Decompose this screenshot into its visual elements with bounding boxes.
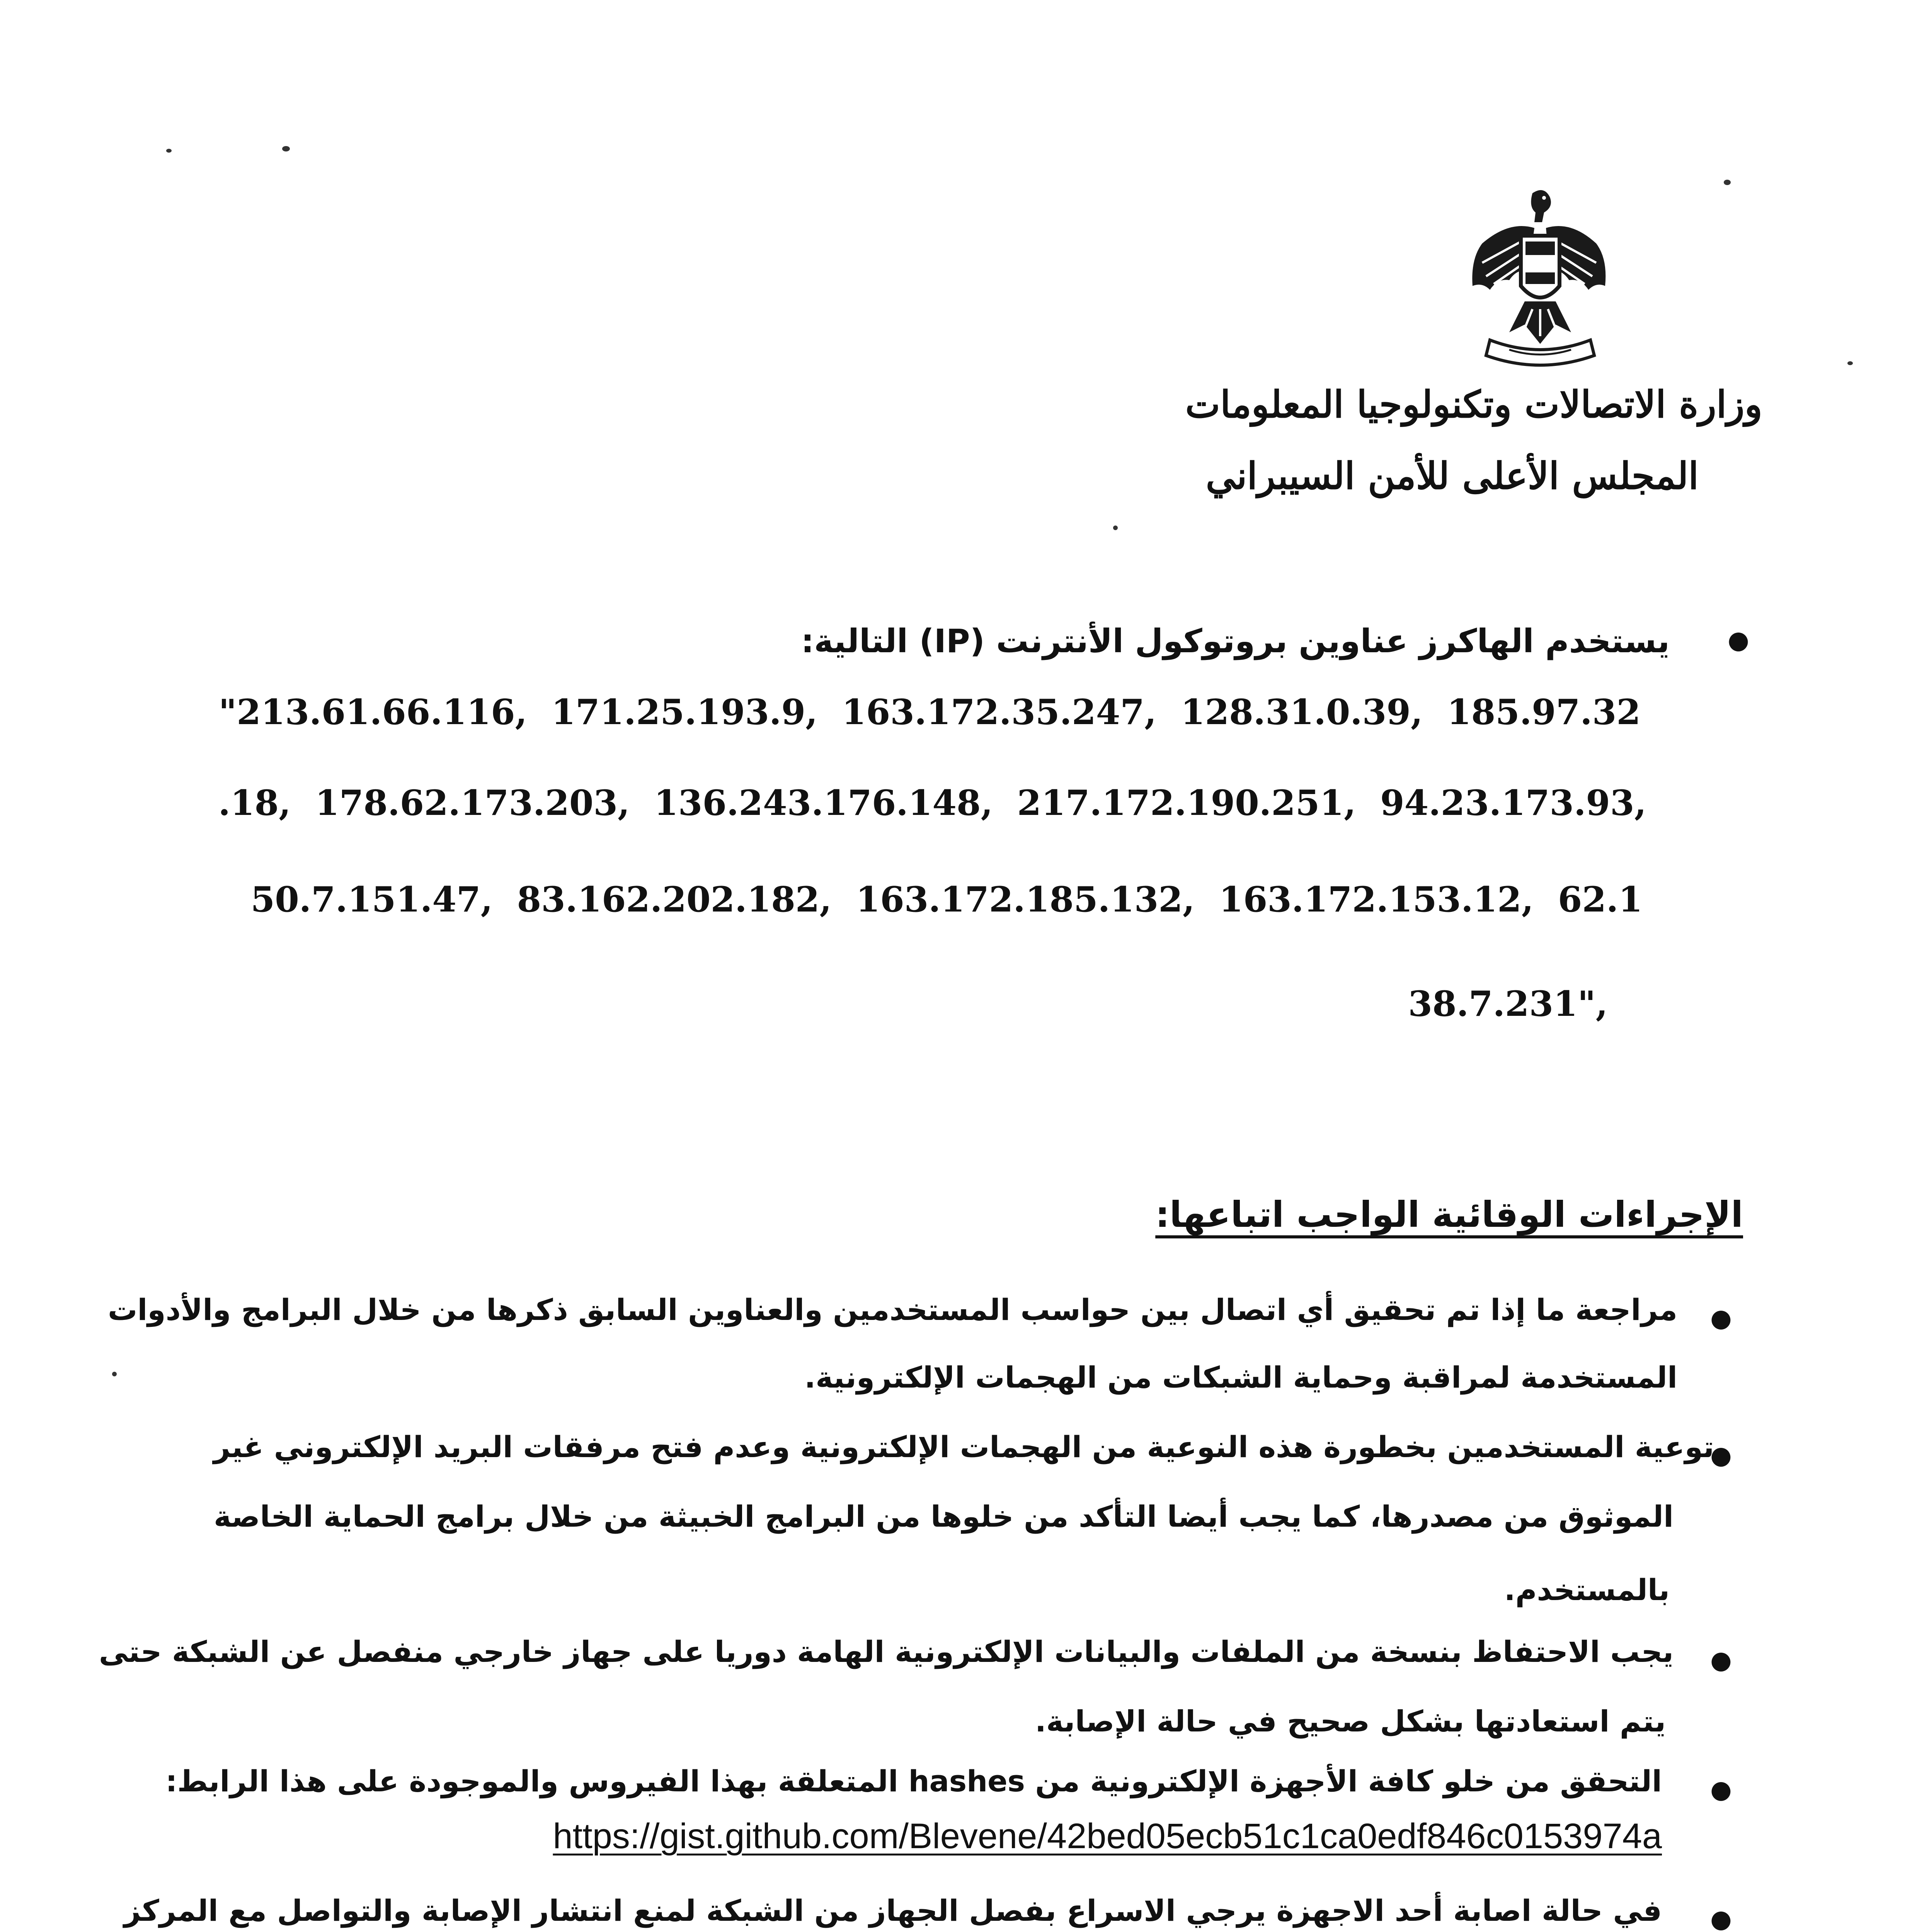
measure-text: يتم استعادتها بشكل صحيح في حالة الإصابة.	[1035, 1704, 1666, 1738]
ip-address-line: .18, 178.62.173.203, 136.243.176.148, 217.172.190.251, 94.23.173.93,	[218, 782, 1646, 823]
scan-speck	[282, 146, 290, 151]
measure-text: في حالة اصابة أحد الاجهزة يرجي الاسراع بفصل الجهاز من الشبكة لمنع انتشار الإصابة والتواصل مع المركز	[124, 1893, 1662, 1928]
measure-text: الموثوق من مصدرها، كما يجب أيضا التأكد من خلوها من البرامج الخبيثة من خلال برامج الحماية الخاصة	[214, 1499, 1674, 1534]
ip-address-line: "213.61.66.116, 171.25.193.9, 163.172.35.247, 128.31.0.39, 185.97.32	[218, 692, 1641, 733]
bullet-icon: ●	[1728, 626, 1749, 655]
emblem-eagle-icon	[1467, 185, 1610, 367]
ministry-name: وزارة الاتصالات وتكنولوجيا المعلومات	[1185, 383, 1762, 426]
scan-speck	[166, 149, 172, 153]
measure-text: بالمستخدم.	[1504, 1573, 1670, 1607]
ip-address-line: 50.7.151.47, 83.162.202.182, 163.172.185.132, 163.172.153.12, 62.1	[250, 879, 1643, 920]
scan-speck	[1847, 361, 1853, 365]
bullet-icon: ●	[1710, 1441, 1732, 1470]
scan-speck	[1724, 180, 1731, 185]
ip-intro-text: يستخدم الهاكرز عناوين بروتوكول الأنترنت (IP) التالية:	[801, 622, 1670, 660]
scan-speck	[1113, 526, 1118, 530]
bullet-icon: ●	[1710, 1905, 1732, 1932]
council-name: المجلس الأعلى للأمن السيبراني	[1205, 454, 1699, 498]
measure-text: توعية المستخدمين بخطورة هذه النوعية من الهجمات الإلكترونية وعدم فتح مرفقات البريد الإلكتروني غير	[213, 1430, 1714, 1464]
measures-heading: الإجراءات الوقائية الواجب اتباعها:	[1155, 1194, 1743, 1235]
bullet-icon: ●	[1710, 1776, 1732, 1804]
hashes-link[interactable]: https://gist.github.com/Blevene/42bed05ecb51c1ca0edf846c0153974a	[553, 1816, 1662, 1856]
bullet-icon: ●	[1710, 1304, 1732, 1333]
measure-text: المستخدمة لمراقبة وحماية الشبكات من الهجمات الإلكترونية.	[804, 1360, 1677, 1395]
measure-text: مراجعة ما إذا تم تحقيق أي اتصال بين حواسب المستخدمين والعناوين السابق ذكرها من خلال البرامج والأدوات	[107, 1293, 1677, 1327]
scan-speck	[112, 1372, 117, 1376]
measure-text: يجب الاحتفاظ بنسخة من الملفات والبيانات الإلكترونية الهامة دوريا على جهاز خارجي منفصل عن الشبكة حتى	[99, 1634, 1674, 1669]
bullet-icon: ●	[1710, 1646, 1732, 1675]
ip-address-line: 38.7.231",	[1408, 983, 1608, 1024]
measure-text: التحقق من خلو كافة الأجهزة الإلكترونية من hashes المتعلقة بهذا الفيروس والموجودة على هذا الرابط:	[165, 1764, 1662, 1798]
